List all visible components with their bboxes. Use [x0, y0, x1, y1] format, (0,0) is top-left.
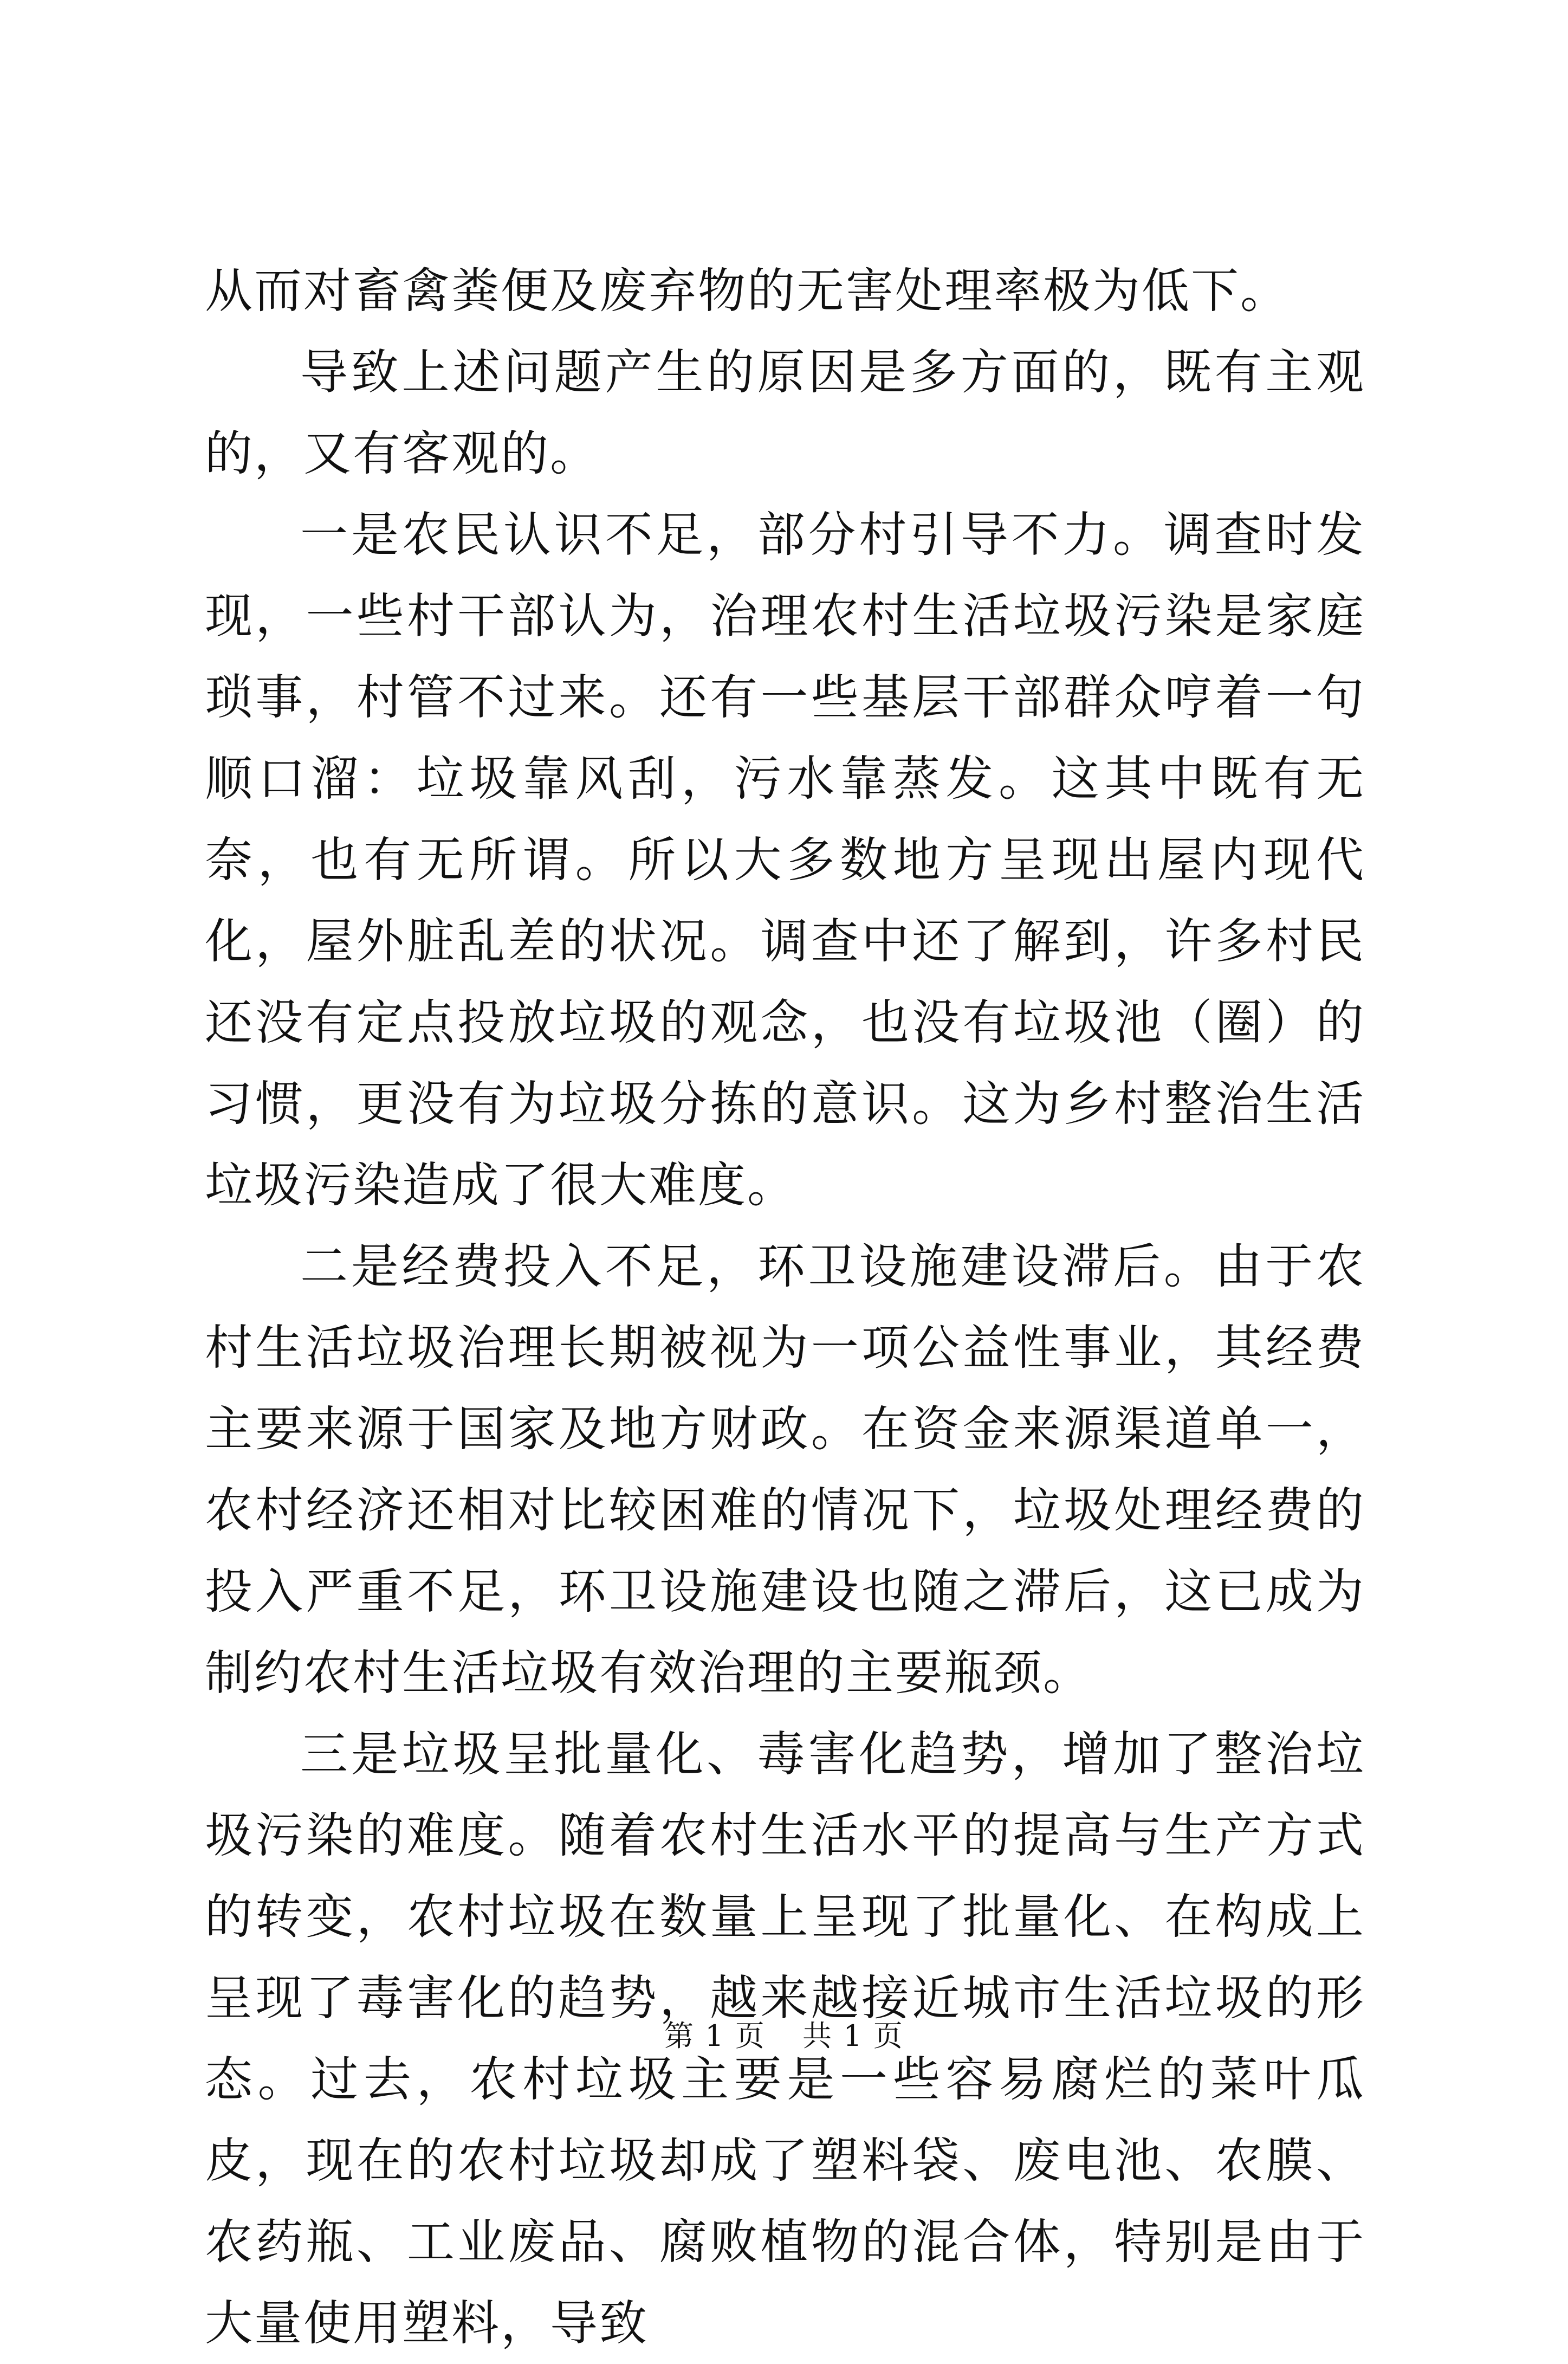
page-number: 第 1 页	[664, 2019, 766, 2053]
page-footer	[0, 2017, 1568, 2055]
paragraph: 从而对畜禽粪便及废弃物的无害处理率极为低下。	[205, 263, 1290, 319]
paragraph: 导致上述问题产生的原因是多方面的，既有主观的，又有客观的。	[205, 344, 1365, 481]
paragraph: 一是农民认识不足，部分村引导不力。调查时发现，一些村干部认为，治理农村生活垃圾污染是家庭琐事，村管不过来。还有一些基层干部群众哼着一句顺口溜：垃圾靠风刮，污水靠蒸发。这其中既有无奈，也有无所谓。所以大多数地方呈现出屋内现代化，屋外脏乱差的状况。调查中还了解到，许多村民还没有定点投放垃圾的观念，也没有垃圾池（圈）的习惯，更没有为垃圾分拣的意识。这为乡村整治生活垃圾污染造成了很大难度。	[205, 507, 1365, 1213]
paragraph: 二是经费投入不足，环卫设施建设滞后。由于农村生活垃圾治理长期被视为一项公益性事业，其经费主要来源于国家及地方财政。在资金来源渠道单一，农村经济还相对比较困难的情况下，垃圾处理经费的投入严重不足，环卫设施建设也随之滞后，这已成为制约农村生活垃圾有效治理的主要瓶颈。	[205, 1238, 1365, 1701]
paragraph: 三是垃圾呈批量化、毒害化趋势，增加了整治垃圾污染的难度。随着农村生活水平的提高与生产方式的转变，农村垃圾在数量上呈现了批量化、在构成上呈现了毒害化的趋势，越来越接近城市生活垃圾的形态。过去，农村垃圾主要是一些容易腐烂的菜叶瓜皮，现在的农村垃圾却成了塑料袋、废电池、农膜、农药瓶、工业废品、腐败植物的混合体，特别是由于大量使用塑料，导致	[205, 1726, 1365, 2351]
page-total: 共 1 页	[802, 2019, 904, 2053]
